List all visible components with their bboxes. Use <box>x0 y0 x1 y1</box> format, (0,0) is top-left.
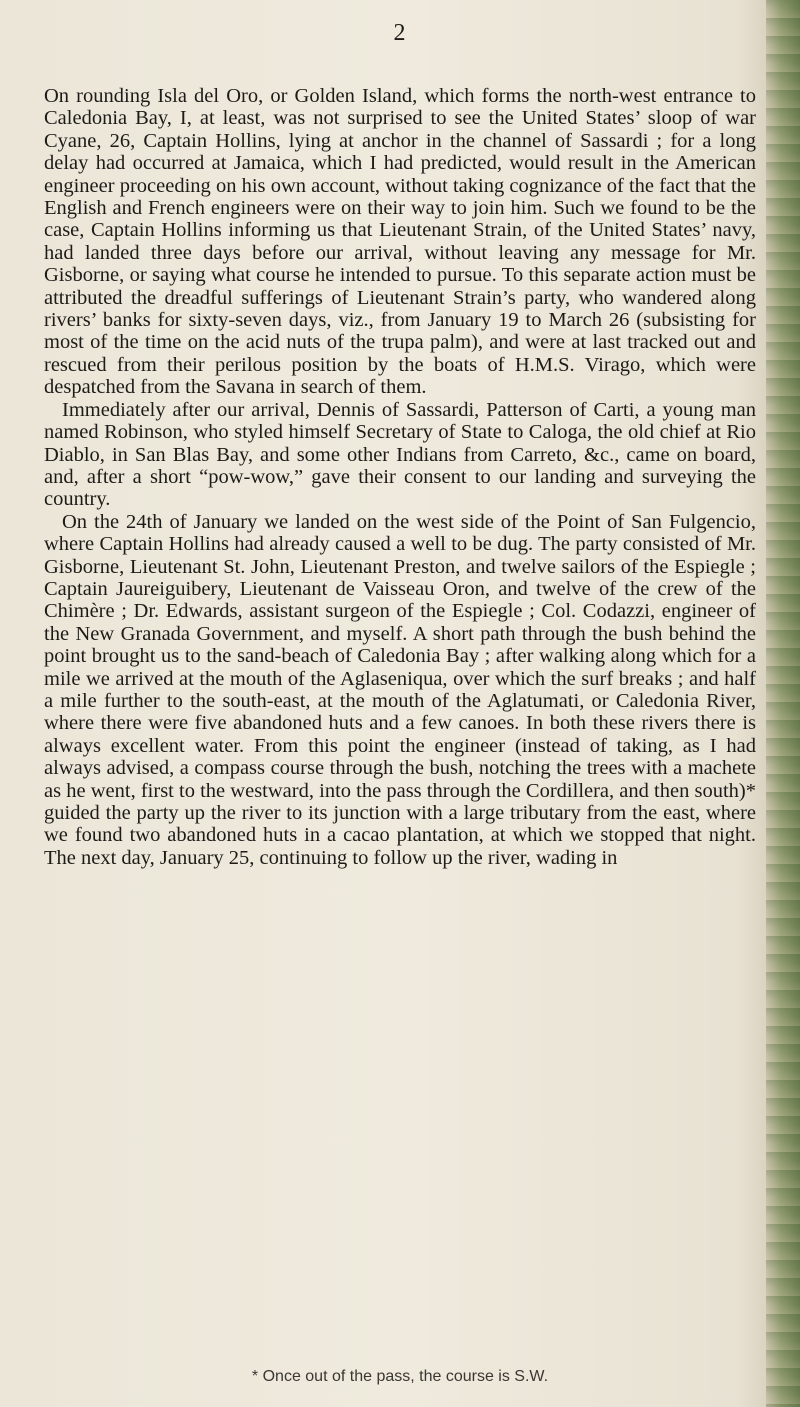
page-number: 2 <box>393 20 407 46</box>
paragraph-1: On rounding Isla del Oro, or Golden Island, which forms the north-west entrance to Caledonia Bay, I, at least, was not surprised to see the United States’ sloop of war Cyane, 26, Captain Hollins, lying at anchor in the channel of Sassardi ; for a long delay had occurred at Jamaica, which I had predicted, would result in the American engineer proceeding on his own account, without taking cognizance of the fact that the English and French engineers were on their way to join him. Such we found to be the case, Captain Hollins informing us that Lieutenant Strain, of the United States’ navy, had landed three days before our arrival, without leaving any message for Mr. Gisborne, or saying what course he intended to pursue. To this separate action must be attributed the dreadful sufferings of Lieutenant Strain’s party, who wandered along rivers’ banks for sixty-seven days, viz., from January 19 to March 26 (subsisting for most of the time on the acid nuts of the trupa palm), and were at last tracked out and rescued from their perilous position by the boats of H.M.S. Virago, which were despatched from the Savana in search of them. <box>44 85 756 399</box>
paragraph-3: On the 24th of January we landed on the west side of the Point of San Fulgencio, where Captain Hollins had already caused a well to be dug. The party consisted of Mr. Gisborne, Lieutenant St. John, Lieutenant Preston, and twelve sailors of the Espiegle ; Captain Jaureiguibery, Lieutenant de Vaisseau Oron, and twelve of the crew of the Chimère ; Dr. Edwards, assistant surgeon of the Espiegle ; Col. Codazzi, engineer of the New Granada Government, and myself. A short path through the bush behind the point brought us to the sand-beach of Caledonia Bay ; after walking along which for a mile we arrived at the mouth of the Aglaseniqua, over which the surf breaks ; and half a mile further to the south-east, at the mouth of the Aglatumati, or Caledonia River, where there were five abandoned huts and a few canoes. In both these rivers there is always excellent water. From this point the engineer (instead of taking, as I had always advised, a compass course through the bush, notching the trees with a machete as he went, first to the westward, into the pass through the Cordillera, and then south)* guided the party up the river to its junction with a large tributary from the east, where we found two abandoned huts in a cacao plantation, at which we stopped that night. The next day, January 25, continuing to follow up the river, wading in <box>44 510 756 869</box>
paragraph-2: Immediately after our arrival, Dennis of Sassardi, Patterson of Carti, a young man named Robinson, who styled himself Secretary of State to Caloga, the old chief at Rio Diablo, in San Blas Bay, and some other Indians from Carreto, &c., came on board, and, after a short “pow-wow,” gave their consent to our landing and surveying the country. <box>44 398 756 511</box>
footnote: * Once out of the pass, the course is S.W. <box>251 1368 549 1385</box>
page-edge-binding <box>766 0 800 1407</box>
body-text <box>44 85 756 869</box>
